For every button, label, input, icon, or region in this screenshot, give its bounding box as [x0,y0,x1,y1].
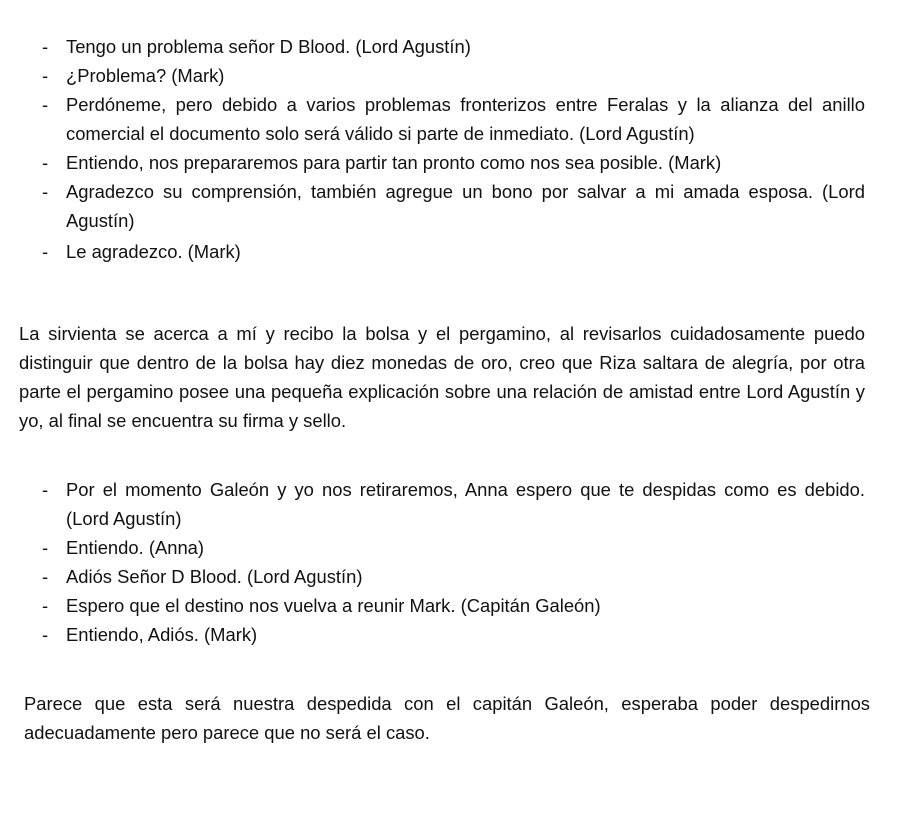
dialogue-line: - Adiós Señor D Blood. (Lord Agustín) [66,562,865,591]
narration-paragraph-1: La sirvienta se acerca a mí y recibo la bolsa y el pergamino, al revisarlos cuidadosamente puedo distinguir que dentro de la bolsa hay diez monedas de oro, creo que Riza saltara de alegría, por otra parte el pergamino posee una pequeña explicación sobre una relación de amistad entre Lord Agustín y yo, al final se encuentra su firma y sello. [19,323,865,431]
dialogue-line: - Entiendo, Adiós. (Mark) [66,620,865,649]
narration-paragraph-2: Parece que esta será nuestra despedida con el capitán Galeón, esperaba poder despedirnos adecuadamente pero parece que no será el caso. [24,693,870,743]
dialogue-line: - Espero que el destino nos vuelva a reunir Mark. (Capitán Galeón) [66,591,865,620]
dialogue-list-2 [66,475,865,649]
dialogue-line: - Perdóneme, pero debido a varios problemas fronterizos entre Feralas y la alianza del anillo comercial el documento solo será válido si parte de inmediato. (Lord Agustín) [66,90,865,148]
dialogue-line: - Entiendo. (Anna) [66,533,865,562]
dialogue-line: - Tengo un problema señor D Blood. (Lord Agustín) [66,32,865,61]
dialogue-line: - Agradezco su comprensión, también agregue un bono por salvar a mi amada esposa. (Lord Agustín) [66,177,865,235]
dialogue-line: - Por el momento Galeón y yo nos retiraremos, Anna espero que te despidas como es debido. (Lord Agustín) [66,475,865,533]
dialogue-line: - Le agradezco. (Mark) [66,237,865,266]
dialogue-line: - ¿Problema? (Mark) [66,61,865,90]
dialogue-line: - Entiendo, nos prepararemos para partir tan pronto como nos sea posible. (Mark) [66,148,865,177]
dialogue-list-1 [66,32,865,266]
